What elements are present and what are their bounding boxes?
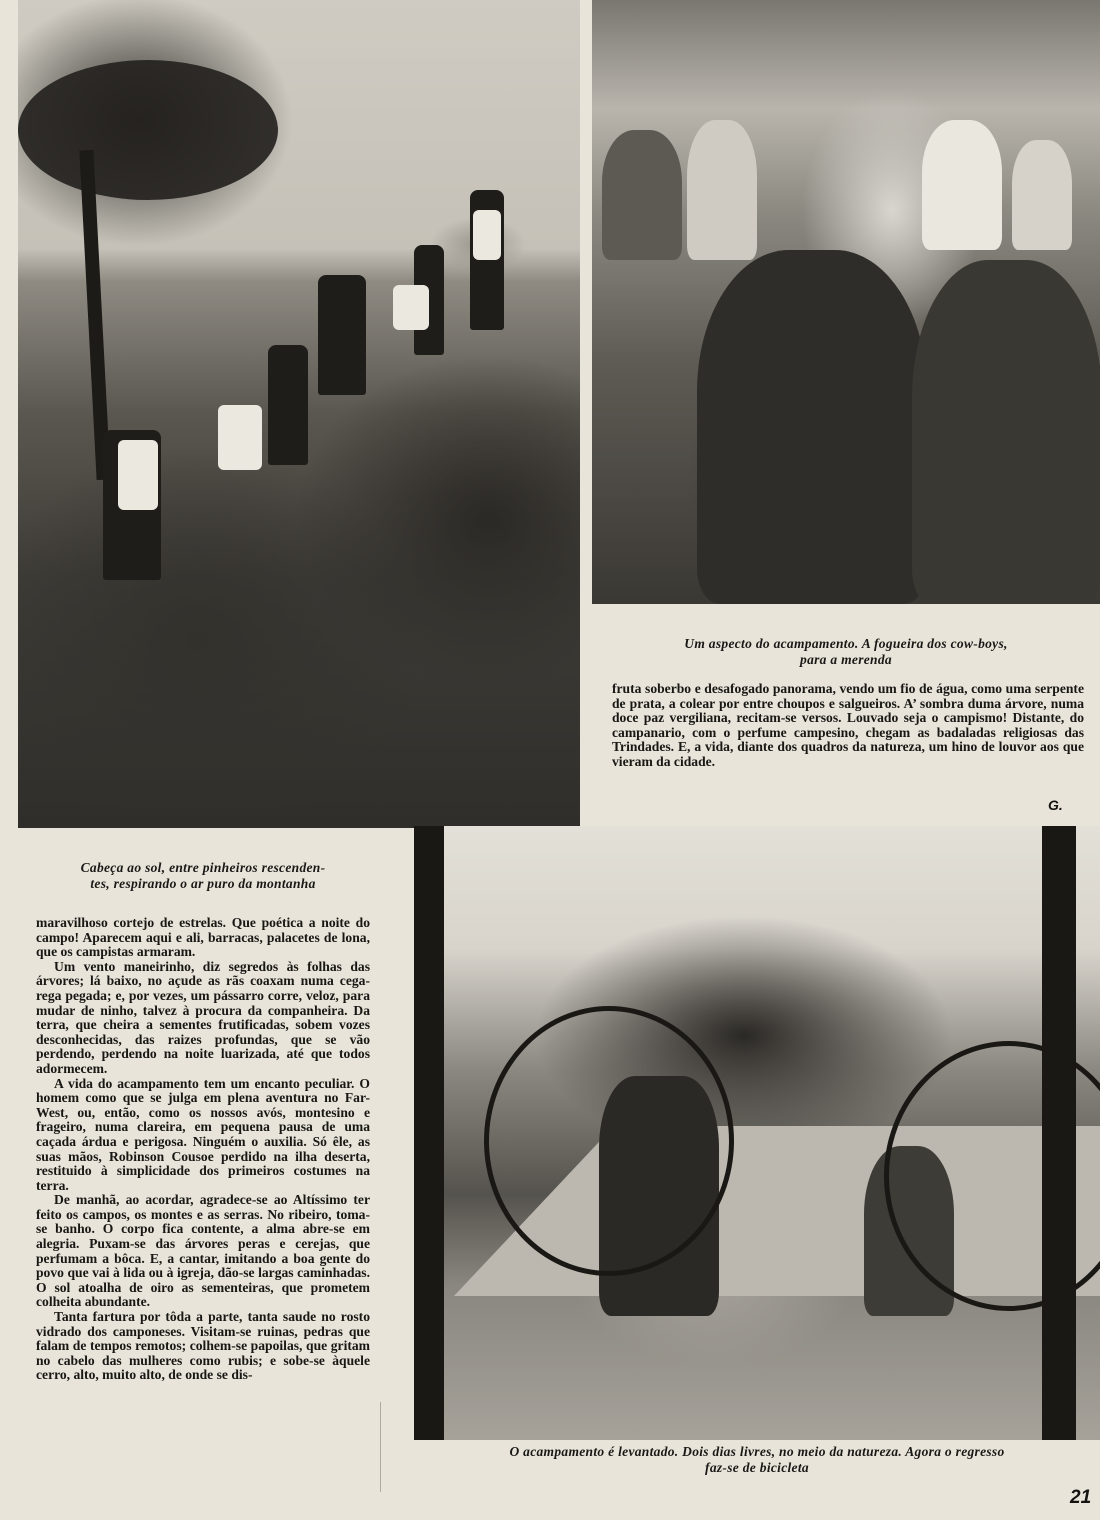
author-signature: G. [1048,797,1063,813]
photo-hikers-hillside [18,0,580,828]
camper-figure [687,120,757,260]
left-paragraph-5: Tanta fartura por tôda a parte, tanta saude no rosto vidrado dos camponeses. Visitam-se ruinas, pedras que falam de tempos remotos; colhem-se papoilas, que gritam no cabelo das mulheres como rubis; e sobe-se àquele cerro, alto, muito alto, de onde se dis- [36,1309,370,1383]
camper-figure [912,260,1100,604]
caption-campfire-line2: para a merenda [800,652,892,667]
hiker-shirt [118,440,158,510]
camper-figure [1012,140,1072,250]
pine-canopy [18,60,278,200]
caption-campfire [592,636,1100,668]
caption-campfire-line1: Um aspecto do acampamento. A fogueira dos cow-boys, [684,636,1008,651]
tree-trunk [414,826,444,1440]
caption-camp-line2: faz-se de bicicleta [705,1460,809,1475]
caption-hikers-line1: Cabeça ao sol, entre pinheiros rescenden- [80,860,326,875]
left-paragraph-3: A vida do acampamento tem um encanto peculiar. O homem como que se julga em plena aventura no Far-West, ou, então, como os nossos avós, montesino e frageiro, numa clareira, em pequena pausa de uma caçada árdua e perigosa. Ninguém o auxilia. Só êle, as suas mãos, Robinson Cousoe perdido na ilha deserta, restituido à simplicidade dos primeiros costumes na terra. [36,1075,370,1193]
gutter-rule [380,1402,381,1492]
photo-bicycle-tent [414,826,1100,1440]
page-number: 21 [1070,1487,1092,1508]
bicycle-wheel [484,1006,734,1276]
hiker-shirt [473,210,501,260]
camper-figure [697,250,927,604]
hiker-figure [268,345,308,465]
caption-camp [414,1444,1100,1476]
left-paragraph-4: De manhã, ao acordar, agradece-se ao Altíssimo ter feito os campos, os montes e as serras. No ribeiro, toma-se banho. O corpo fica contente, a alma abre-se em alegria. Puxam-se das árvores peras e cerejas, que perfumam a bôca. E, a cantar, imitando a boa gente do povo que vai à lida ou à igreja, dão-se largas caminhadas. O sol atoalha de oiro as sementeiras, que prometem colheita abundante. [36,1192,370,1310]
left-text-column [36,916,370,1383]
caption-camp-line1: O acampamento é levantado. Dois dias livres, no meio da natureza. Agora o regresso [509,1444,1005,1459]
caption-hikers-line2: tes, respirando o ar puro da montanha [90,876,316,891]
right-text-column [612,682,1084,770]
photo-campfire [592,0,1100,604]
left-paragraph-1: maravilhoso cortejo de estrelas. Que poética a noite do campo! Aparecem aqui e ali, barracas, palacetes de lona, que os campistas armaram. [36,915,370,960]
caption-hikers [18,860,388,892]
camper-figure [602,130,682,260]
hiker-shirt [393,285,429,330]
right-column-paragraph: fruta soberbo e desafogado panorama, vendo um fio de água, como uma serpente de prata, a colear por entre choupos e salgueiros. A’ sombra duma árvore, numa doce paz vergiliana, recitam-se versos. Louvado seja o campismo! Distante, do campanario, com o perfume campesino, chegam as badaladas religiosas das Trindades. E, a vida, diante dos quadros da natureza, um hino de louvor aos que vieram da cidade. [612,681,1084,769]
hiker-shirt [218,405,262,470]
left-paragraph-2: Um vento maneirinho, diz segredos às folhas das árvores; lá baixo, no açude as rãs coaxam numa cega-rega pegada; e, por vezes, um pássarro corre, veloz, para mudar de ninho, talvez à procura da companheira. Da terra, que cheira a sementes frutificadas, sobem vozes desconhecidas, das raizes profundas, que se vão perdendo, perdendo na noite luarizada, até que todos adormecem. [36,958,370,1076]
camper-figure [922,120,1002,250]
hiker-figure [318,275,366,395]
